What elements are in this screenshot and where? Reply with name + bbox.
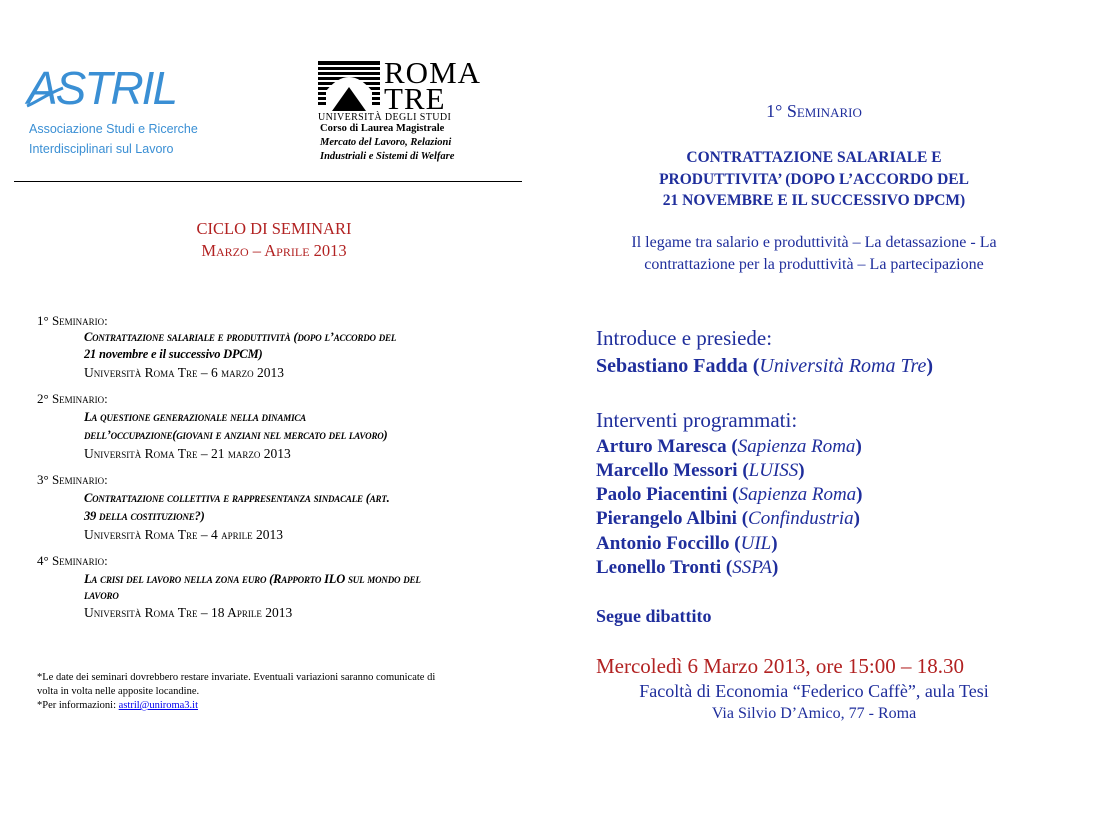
event-date: Mercoledì 6 Marzo 2013, ore 15:00 – 18.30 [596,654,965,678]
chair-affiliation: Università Roma Tre [759,355,927,377]
seminar-2-title-line-1: La questione generazionale nella dinamica [84,410,306,424]
ciclo-title: CICLO DI SEMINARI [196,219,352,238]
seminar-3-title-line-2: 39 della costituzione?) [84,509,205,523]
event-address: Via Silvio D’Amico, 77 - Roma [711,705,917,722]
speaker-name: Pierangelo Albini [596,508,737,529]
speaker-affiliation: UIL [740,533,772,554]
roma-tre-course-line-3: Industriali e Sistemi di Welfare [320,151,455,162]
seminar-3-title-line-1: Contrattazione collettiva e rappresentanza sindacale (art. [84,491,390,505]
astril-logo-word: ASTRIL [27,62,177,114]
astril-subtitle-1: Associazione Studi e Ricerche [29,122,198,136]
speaker-row: Antonio Foccillo (UIL) [596,533,778,554]
roma-tre-word-roma: ROMA [384,55,482,90]
roma-tre-university: UNIVERSITÀ DEGLI STUDI [318,112,452,123]
footnote-line-1: *Le date dei seminari dovrebbero restare invariate. Eventuali variazioni saranno comunicate di [37,672,436,683]
roma-tre-course: Corso di Laurea Magistrale [320,123,445,134]
speaker-name: Paolo Piacentini [596,484,728,505]
speaker-name: Leonello Tronti [596,557,722,578]
roma-tre-arch-icon [318,61,380,111]
seminar-2-location: Università Roma Tre – 21 marzo 2013 [84,446,291,461]
speaker-name: Antonio Foccillo [596,533,730,554]
seminar-1-header: 1° Seminario: [37,313,108,328]
right-title-line-1: CONTRATTAZIONE SALARIALE E [686,149,942,166]
ciclo-period: Marzo – Aprile 2013 [201,241,347,260]
roma-tre-course-line-2: Mercato del Lavoro, Relazioni [320,137,452,148]
footnote-info-prefix: *Per informazioni: [37,700,119,711]
seminar-4-title-line-2: lavoro [84,588,119,602]
speaker-affiliation: LUISS [748,460,799,481]
footnote-line-2: volta in volta nelle apposite locandine. [37,686,200,697]
speaker-affiliation: Sapienza Roma [737,436,856,457]
speaker-name: Marcello Messori [596,460,738,481]
seminar-4-location: Università Roma Tre – 18 Aprile 2013 [84,605,293,620]
seminar-1-location: Università Roma Tre – 6 marzo 2013 [84,365,285,380]
speaker-row: Pierangelo Albini (Confindustria) [596,508,860,529]
right-theme-line-2: contrattazione per la produttività – La partecipazione [644,256,984,273]
speaker-row: Marcello Messori (LUISS) [596,460,805,481]
seminar-1-title-line-1: Contrattazione salariale e produttività (dopo l’accordo del [84,330,397,344]
speakers-label: Interventi programmati: [596,408,798,432]
seminar-3-location: Università Roma Tre – 4 aprile 2013 [84,527,284,542]
speaker-row: Paolo Piacentini (Sapienza Roma) [596,484,863,505]
footnote-line-3 [37,700,198,711]
speaker-affiliation: SSPA [732,557,772,578]
right-title-line-2: PRODUTTIVITA’ (DOPO L’ACCORDO DEL [659,171,969,188]
seminar-2-header: 2° Seminario: [37,391,108,406]
speaker-row: Leonello Tronti (SSPA) [596,557,779,578]
speaker-affiliation: Sapienza Roma [738,484,857,505]
speaker-affiliation: Confindustria [748,508,854,529]
seminar-1-title-line-2: 21 novembre e il successivo DPCM) [84,347,263,361]
right-title-line-3: 21 NOVEMBRE E IL SUCCESSIVO DPCM) [662,192,966,209]
speaker-name: Arturo Maresca [596,436,727,457]
introduce-label: Introduce e presiede: [596,326,773,350]
debate-label: Segue dibattito [596,606,712,626]
seminar-4-header: 4° Seminario: [37,553,108,568]
astril-logo [27,62,198,164]
chair-name: Sebastiano Fadda [596,355,748,377]
right-seminar-label: 1° Seminario [766,101,862,121]
chair-row: Sebastiano Fadda (Università Roma Tre) [596,355,934,377]
astril-subtitle-2: Interdisciplinari sul Lavoro [29,142,174,156]
seminar-4-title-line-1: La crisi del lavoro nella zona euro (Rapporto ILO sul mondo del [84,572,421,586]
roma-tre-word-tre: TRE [384,81,446,116]
seminar-3-header: 3° Seminario: [37,472,108,487]
header-divider [14,181,522,182]
event-place: Facoltà di Economia “Federico Caffè”, aula Tesi [639,681,989,701]
seminar-2-title-line-2: dell’occupazione(giovani e anziani nel mercato del lavoro) [84,428,388,442]
right-theme-line-1: Il legame tra salario e produttività – La detassazione - La [631,234,997,251]
speaker-row: Arturo Maresca (Sapienza Roma) [596,436,862,457]
contact-email-link[interactable]: astril@uniroma3.it [118,700,199,711]
